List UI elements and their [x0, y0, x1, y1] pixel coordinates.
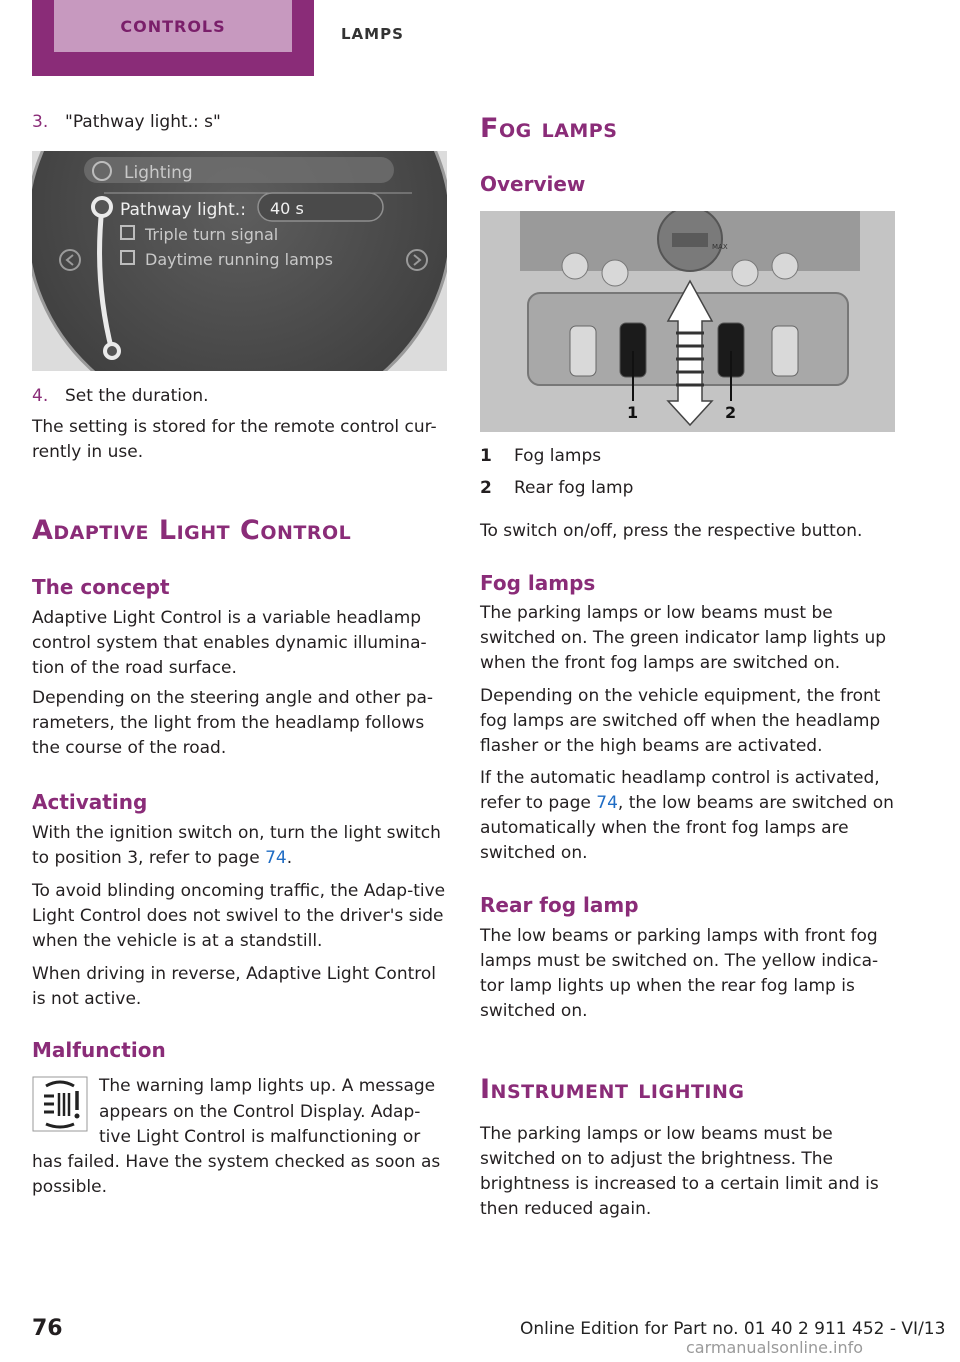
step-4-number: 4.: [32, 386, 49, 406]
max-label: MAX: [712, 243, 728, 251]
legend-number-2: 2: [480, 478, 492, 498]
activating-paragraph-1: [32, 821, 447, 871]
malfunction-line-3: tive Light Control is malfunctioning or: [99, 1127, 421, 1147]
legend-label-1: Fog lamps: [514, 446, 602, 466]
foglamps-text: If the automatic headlamp control is activated, refer to page: [480, 768, 880, 813]
step-3-number: 3.: [32, 112, 49, 132]
rear-fog-heading: Rear fog lamp: [480, 893, 639, 917]
malfunction-line-2: appears on the Control Display. Adap-: [99, 1102, 421, 1122]
edition-note: Online Edition for Part no. 01 40 2 911 452 - VI/13: [520, 1319, 946, 1339]
legend-item-1: [480, 444, 895, 469]
display-illustration: [32, 151, 447, 371]
fog-lamps-heading: Fog lamps: [480, 113, 618, 144]
stored-note: The setting is stored for the remote control cur-rently in use.: [32, 417, 437, 462]
concept-paragraph-1: Adaptive Light Control is a variable headlamp control system that enables dynamic illumina-tion of the road surface.: [32, 608, 427, 678]
header-tab-controls[interactable]: [32, 0, 314, 76]
activating-heading: Activating: [32, 790, 148, 814]
step-3-text: "Pathway light.: s": [65, 112, 221, 132]
display-pathway-value: 40 s: [270, 199, 304, 218]
activating-text-end: .: [286, 848, 293, 868]
callout-2: 2: [725, 403, 737, 422]
page-number: 76: [32, 1316, 63, 1341]
overview-heading: Overview: [480, 172, 586, 196]
legend-item-2: [480, 476, 895, 501]
display-menu-title: Lighting: [124, 163, 193, 183]
fog-switch-figure: [480, 211, 895, 432]
concept-paragraph-2: Depending on the steering angle and other pa-rameters, the light from the headlamp follows the course of the road.: [32, 688, 434, 758]
page-link-74[interactable]: 74: [265, 848, 287, 868]
switch-instruction: To switch on/off, press the respective button.: [480, 521, 863, 541]
instrument-lighting-heading: Instrument lighting: [480, 1074, 745, 1105]
activating-paragraph-2: To avoid blinding oncoming traffic, the Adap-tive Light Control does not swivel to the driver's side when the vehicle is at a standstill.: [32, 881, 446, 951]
display-screenshot: [32, 151, 447, 371]
fog-lamps-subheading: Fog lamps: [480, 571, 596, 595]
instrument-paragraph: The parking lamps or low beams must be switched on to adjust the brightness. The brightness is increased to a certain limit and is then reduced again.: [480, 1124, 879, 1219]
step-4: [32, 384, 447, 409]
malfunction-line-4: has failed. Have the system checked as soon as: [32, 1152, 441, 1172]
malfunction-line-1: The warning lamp lights up. A message: [99, 1076, 436, 1096]
activating-text: With the ignition switch on, turn the light switch to position 3, refer to page: [32, 823, 441, 868]
page-link-74-right[interactable]: 74: [596, 793, 618, 813]
step-4-text: Set the duration.: [65, 386, 209, 406]
tab-controls-label: CONTROLS: [54, 0, 292, 52]
malfunction-heading: Malfunction: [32, 1038, 166, 1062]
headlamp-warning-icon: [32, 1076, 88, 1132]
foglamps-paragraph-2: Depending on the vehicle equipment, the front fog lamps are switched off when the headlamp flasher or the high beams are activated.: [480, 686, 881, 756]
step-3: [32, 110, 447, 135]
legend-label-2: Rear fog lamp: [514, 478, 634, 498]
legend-number-1: 1: [480, 446, 492, 466]
tab-lamps[interactable]: LAMPS: [341, 25, 404, 43]
malfunction-line-5: possible.: [32, 1177, 108, 1197]
activating-paragraph-3: When driving in reverse, Adaptive Light Control is not active.: [32, 964, 437, 1009]
display-pathway-label: Pathway light.:: [120, 200, 246, 220]
watermark: carmanualsonline.info: [686, 1338, 864, 1357]
rear-fog-paragraph: The low beams or parking lamps with front fog lamps must be switched on. The yellow indica-tor lamp lights up when the rear fog lamp is switched on.: [480, 926, 879, 1021]
foglamps-paragraph-1: The parking lamps or low beams must be switched on. The green indicator lamp lights up when the front fog lamps are switched on.: [480, 603, 887, 673]
concept-heading: The concept: [32, 575, 170, 599]
callout-1: 1: [627, 403, 639, 422]
display-option-1: Triple turn signal: [145, 225, 279, 244]
foglamps-text-end: , the low beams are switched on automatically when the front fog lamps are switched on.: [480, 793, 894, 863]
display-option-2: Daytime running lamps: [145, 250, 333, 269]
foglamps-paragraph-3: [480, 766, 900, 866]
alc-heading: Adaptive Light Control: [32, 515, 352, 546]
